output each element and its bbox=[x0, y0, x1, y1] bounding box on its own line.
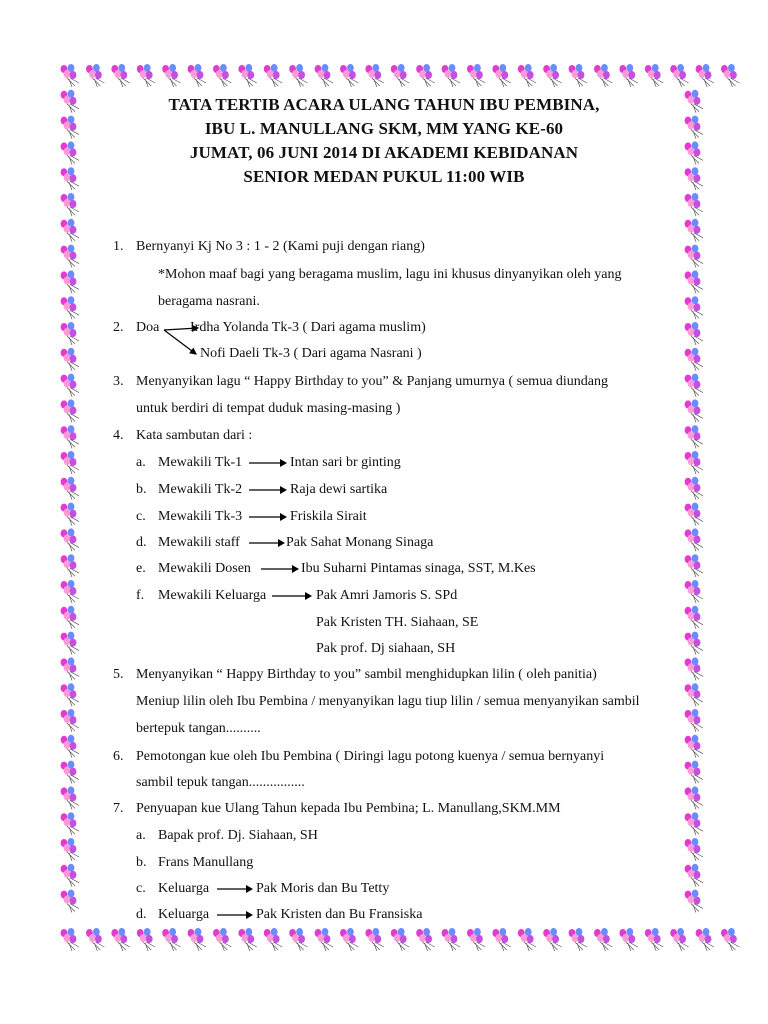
sub-name: Pak Amri Jamoris S. SPd bbox=[316, 588, 458, 603]
balloon-icon bbox=[340, 928, 358, 951]
balloon-icon bbox=[61, 193, 79, 216]
balloon-icon bbox=[685, 657, 703, 680]
balloon-icon bbox=[61, 374, 79, 397]
balloon-icon bbox=[685, 374, 703, 397]
arrow-right-icon bbox=[271, 589, 313, 603]
sub-letter: b. bbox=[136, 482, 147, 497]
sub-label: Frans Manullang bbox=[158, 855, 254, 870]
sub-label: Bapak prof. Dj. Siahaan, SH bbox=[158, 828, 318, 843]
item-number: 5. bbox=[113, 667, 124, 682]
balloon-icon bbox=[264, 928, 282, 951]
balloon-icon bbox=[685, 632, 703, 655]
sub-name: Pak Kristen TH. Siahaan, SE bbox=[316, 615, 479, 630]
title-line-3: JUMAT, 06 JUNI 2014 DI AKADEMI KEBIDANAN bbox=[189, 143, 579, 162]
balloon-icon bbox=[315, 64, 333, 87]
title-line-2: IBU L. MANULLANG SKM, MM YANG KE-60 bbox=[204, 119, 564, 138]
arrow-right-icon bbox=[248, 456, 288, 470]
balloon-icon bbox=[685, 709, 703, 732]
balloon-icon bbox=[61, 425, 79, 448]
balloon-icon bbox=[137, 928, 155, 951]
balloon-icon bbox=[188, 928, 206, 951]
balloon-icon bbox=[721, 64, 739, 87]
sub-letter: b. bbox=[136, 855, 147, 870]
balloon-icon bbox=[492, 928, 510, 951]
sub-name: Pak Sahat Monang Sinaga bbox=[286, 535, 434, 550]
balloon-icon bbox=[264, 64, 282, 87]
sub-name: Friskila Sirait bbox=[290, 509, 367, 524]
balloon-icon bbox=[137, 64, 155, 87]
balloon-icon bbox=[467, 64, 485, 87]
balloon-icon bbox=[111, 64, 129, 87]
balloon-icon bbox=[685, 786, 703, 809]
balloon-icon bbox=[569, 928, 587, 951]
item-number: 2. bbox=[113, 320, 124, 335]
balloon-icon bbox=[696, 928, 714, 951]
arrow-right-icon bbox=[260, 562, 300, 576]
arrow-right-icon bbox=[248, 536, 286, 550]
sub-name: Intan sari br ginting bbox=[290, 455, 401, 470]
sub-letter: e. bbox=[136, 561, 146, 576]
sub-name: Raja dewi sartika bbox=[290, 482, 388, 497]
balloon-icon bbox=[685, 399, 703, 422]
balloon-icon bbox=[188, 64, 206, 87]
balloon-icon bbox=[685, 193, 703, 216]
balloon-icon bbox=[61, 219, 79, 242]
balloon-icon bbox=[61, 477, 79, 500]
balloon-icon bbox=[61, 64, 79, 87]
balloon-icon bbox=[685, 528, 703, 551]
balloon-icon bbox=[365, 928, 383, 951]
item-note: beragama nasrani. bbox=[158, 294, 260, 309]
balloon-icon bbox=[61, 786, 79, 809]
balloon-icon bbox=[61, 528, 79, 551]
balloon-icon bbox=[61, 761, 79, 784]
title-line-4: SENIOR MEDAN PUKUL 11:00 WIB bbox=[243, 167, 525, 186]
balloon-icon bbox=[685, 425, 703, 448]
balloon-icon bbox=[685, 606, 703, 629]
balloon-icon bbox=[696, 64, 714, 87]
sub-letter: a. bbox=[136, 455, 146, 470]
balloon-icon bbox=[543, 64, 561, 87]
sub-letter: c. bbox=[136, 509, 146, 524]
item-number: 1. bbox=[113, 239, 124, 254]
balloon-icon bbox=[86, 64, 104, 87]
balloon-icon bbox=[416, 928, 434, 951]
balloon-icon bbox=[685, 219, 703, 242]
balloon-icon bbox=[61, 245, 79, 268]
sub-name: Pak Moris dan Bu Tetty bbox=[256, 881, 390, 896]
arrow-right-icon bbox=[216, 882, 254, 896]
sub-name: Pak prof. Dj siahaan, SH bbox=[316, 641, 456, 656]
sub-label: Keluarga bbox=[158, 881, 210, 896]
balloon-icon bbox=[685, 580, 703, 603]
balloon-icon bbox=[685, 554, 703, 577]
balloon-icon bbox=[518, 64, 536, 87]
balloon-icon bbox=[569, 64, 587, 87]
balloon-icon bbox=[518, 928, 536, 951]
balloon-icon bbox=[162, 64, 180, 87]
balloon-icon bbox=[442, 928, 460, 951]
balloon-icon bbox=[61, 580, 79, 603]
balloon-icon bbox=[594, 64, 612, 87]
balloon-icon bbox=[289, 928, 307, 951]
item-label: Doa bbox=[136, 320, 160, 335]
balloon-icon bbox=[416, 64, 434, 87]
balloon-icon bbox=[685, 296, 703, 319]
item-note: *Mohon maaf bagi yang beragama muslim, lagu ini khusus dinyanyikan oleh yang bbox=[158, 267, 622, 282]
sub-label: Mewakili Tk-2 bbox=[158, 482, 243, 497]
balloon-icon bbox=[619, 64, 637, 87]
balloon-icon bbox=[685, 761, 703, 784]
item-text: Penyuapan kue Ulang Tahun kepada Ibu Pembina; L. Manullang,SKM.MM bbox=[136, 801, 561, 816]
item-number: 4. bbox=[113, 428, 124, 443]
balloon-icon bbox=[685, 477, 703, 500]
balloon-icon bbox=[365, 64, 383, 87]
sub-name: Ibu Suharni Pintamas sinaga, SST, M.Kes bbox=[301, 561, 536, 576]
balloon-icon bbox=[315, 928, 333, 951]
balloon-icon bbox=[391, 64, 409, 87]
balloon-icon bbox=[685, 503, 703, 526]
balloon-icon bbox=[685, 348, 703, 371]
sub-letter: f. bbox=[136, 588, 145, 603]
balloon-icon bbox=[289, 64, 307, 87]
balloon-icon bbox=[61, 657, 79, 680]
title-line-1: TATA TERTIB ACARA ULANG TAHUN IBU PEMBINA, bbox=[168, 95, 600, 114]
balloon-icon bbox=[685, 451, 703, 474]
item-text: Pemotongan kue oleh Ibu Pembina ( Diringi lagu potong kuenya / semua bernyanyi bbox=[136, 749, 605, 764]
item-text: Menyanyikan “ Happy Birthday to you” sambil menghidupkan lilin ( oleh panitia) bbox=[136, 667, 597, 682]
balloon-icon bbox=[61, 399, 79, 422]
balloon-icon bbox=[238, 64, 256, 87]
item-text: bertepuk tangan.......... bbox=[136, 721, 261, 736]
balloon-icon bbox=[685, 864, 703, 887]
balloon-icon bbox=[213, 64, 231, 87]
balloon-icon bbox=[670, 928, 688, 951]
balloon-icon bbox=[61, 838, 79, 861]
balloon-icon bbox=[111, 928, 129, 951]
item-text: Meniup lilin oleh Ibu Pembina / menyanyikan lagu tiup lilin / semua menyanyikan sambil bbox=[136, 694, 640, 709]
balloon-icon bbox=[61, 632, 79, 655]
arrow-right-icon bbox=[216, 908, 254, 922]
balloon-icon bbox=[619, 928, 637, 951]
arrow-right-icon bbox=[248, 483, 288, 497]
balloon-icon bbox=[61, 890, 79, 913]
item-number: 6. bbox=[113, 749, 124, 764]
balloon-icon bbox=[685, 735, 703, 758]
balloon-icon bbox=[594, 928, 612, 951]
balloon-icon bbox=[86, 928, 104, 951]
arrow-right-icon bbox=[248, 510, 288, 524]
balloon-icon bbox=[685, 322, 703, 345]
balloon-icon bbox=[685, 812, 703, 835]
sub-label: Mewakili Dosen bbox=[158, 561, 251, 576]
balloon-icon bbox=[645, 928, 663, 951]
balloon-icon bbox=[685, 838, 703, 861]
balloon-icon bbox=[442, 64, 460, 87]
sub-letter: d. bbox=[136, 535, 147, 550]
item-person: Nofi Daeli Tk-3 ( Dari agama Nasrani ) bbox=[200, 346, 422, 361]
sub-label: Mewakili Tk-3 bbox=[158, 509, 243, 524]
balloon-icon bbox=[162, 928, 180, 951]
balloon-icon bbox=[61, 554, 79, 577]
sub-label: Mewakili Keluarga bbox=[158, 588, 267, 603]
balloon-icon bbox=[391, 928, 409, 951]
sub-name: Pak Kristen dan Bu Fransiska bbox=[256, 907, 423, 922]
balloon-icon bbox=[685, 245, 703, 268]
balloon-icon bbox=[213, 928, 231, 951]
balloon-icon bbox=[645, 64, 663, 87]
item-text: untuk berdiri di tempat duduk masing-masing ) bbox=[136, 401, 401, 416]
balloon-icon bbox=[61, 503, 79, 526]
item-text: sambil tepuk tangan................ bbox=[136, 775, 305, 790]
balloon-icon bbox=[543, 928, 561, 951]
item-text: Kata sambutan dari : bbox=[136, 428, 253, 443]
balloon-icon bbox=[685, 890, 703, 913]
item-number: 3. bbox=[113, 374, 124, 389]
balloon-icon bbox=[340, 64, 358, 87]
item-person: Irdha Yolanda Tk-3 ( Dari agama muslim) bbox=[190, 320, 426, 335]
balloon-icon bbox=[61, 606, 79, 629]
balloon-icon bbox=[61, 864, 79, 887]
sub-letter: c. bbox=[136, 881, 146, 896]
item-text: Bernyanyi Kj No 3 : 1 - 2 (Kami puji dengan riang) bbox=[136, 239, 425, 254]
item-text: Menyanyikan lagu “ Happy Birthday to you” & Panjang umurnya ( semua diundang bbox=[136, 374, 609, 389]
sub-label: Keluarga bbox=[158, 907, 210, 922]
balloon-icon bbox=[492, 64, 510, 87]
balloon-icon bbox=[61, 348, 79, 371]
sub-letter: d. bbox=[136, 907, 147, 922]
balloon-icon bbox=[61, 270, 79, 293]
balloon-icon bbox=[61, 735, 79, 758]
balloon-icon bbox=[238, 928, 256, 951]
balloon-icon bbox=[61, 928, 79, 951]
balloon-icon bbox=[721, 928, 739, 951]
balloon-icon bbox=[685, 270, 703, 293]
balloon-icon bbox=[467, 928, 485, 951]
item-number: 7. bbox=[113, 801, 124, 816]
balloon-icon bbox=[61, 709, 79, 732]
sub-label: Mewakili Tk-1 bbox=[158, 455, 243, 470]
balloon-icon bbox=[61, 296, 79, 319]
sub-label: Mewakili staff bbox=[158, 535, 240, 550]
balloon-icon bbox=[685, 683, 703, 706]
balloon-icon bbox=[61, 322, 79, 345]
balloon-icon bbox=[61, 812, 79, 835]
balloon-icon bbox=[61, 451, 79, 474]
balloon-icon bbox=[670, 64, 688, 87]
balloon-icon bbox=[61, 683, 79, 706]
sub-letter: a. bbox=[136, 828, 146, 843]
